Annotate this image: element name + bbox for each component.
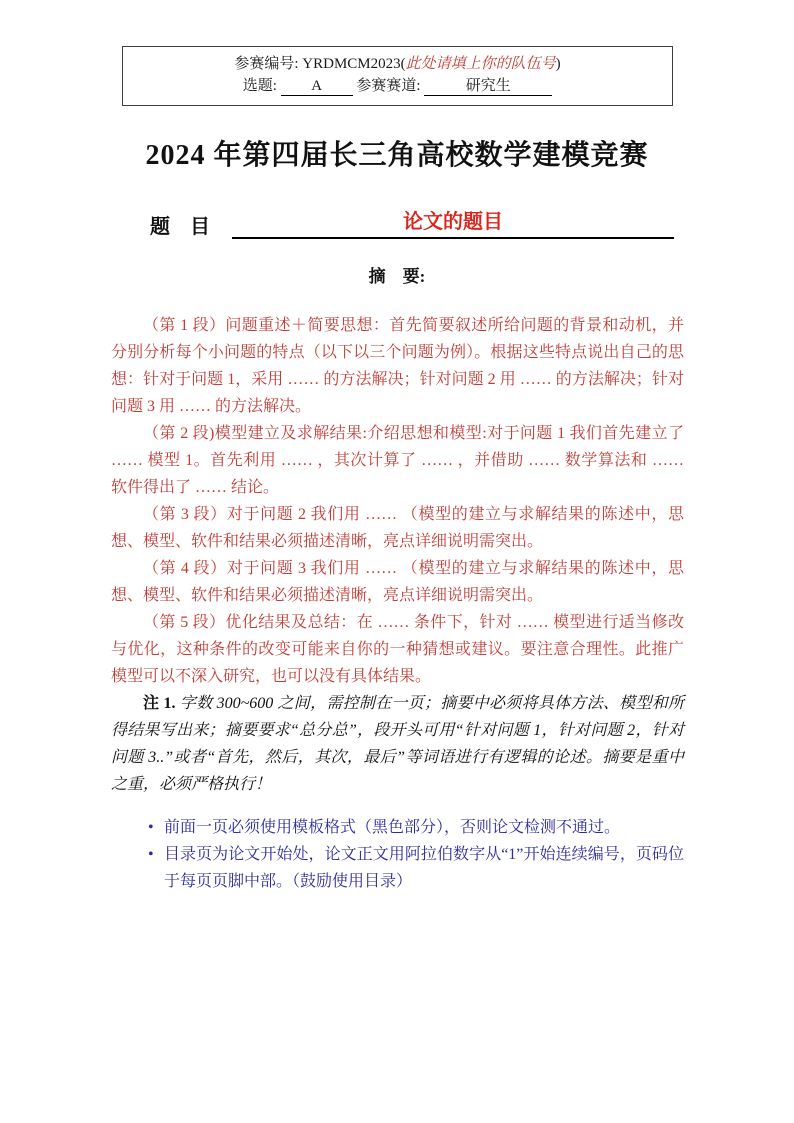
bullet-icon: • <box>148 846 154 863</box>
abstract-paragraph-5: （第 5 段）优化结果及总结：在 …… 条件下，针对 …… 模型进行适当修改与优化，这种条件的改变可能来自你的一种猜想或建议。要注意合理性。此推广模型可以不深入研究，也可以没有具体结果。 <box>111 614 684 685</box>
abstract-paragraph-1: （第 1 段）问题重述＋简要思想：首先简要叙述所给问题的背景和动机，并分别分析每个小问题的特点（以下以三个问题为例）。根据这些特点说出自己的思想：针对于问题 1，采用 …… 的方法解决；针对问题 2 用 …… 的方法解决；针对问题 3 用 …… 的方法解决。 <box>111 317 684 415</box>
bullet-list <box>148 814 684 895</box>
bullet-icon: • <box>148 819 154 836</box>
header-box <box>122 46 673 106</box>
paper-title-label: 题 目 <box>150 216 210 238</box>
topic-select-label: 选题: <box>242 78 277 94</box>
bullet-text-1: 前面一页必须使用模板格式（黑色部分），否则论文检测不通过。 <box>164 819 621 836</box>
abstract-body <box>111 312 684 798</box>
abstract-paragraph-2: （第 2 段)模型建立及求解结果:介绍思想和模型:对于问题 1 我们首先建立了 …… 模型 1。首先利用 …… ，其次计算了 …… ，并借助 …… 数学算法和 …… 软件得出了 …… 结论。 <box>111 425 684 496</box>
list-item <box>148 841 684 895</box>
topic-select-field: A <box>281 77 353 96</box>
track-field: 研究生 <box>424 77 552 96</box>
note-paragraph <box>111 690 684 798</box>
entry-number-line <box>131 53 664 75</box>
entry-number-hint: 此处请填上你的队伍号 <box>405 56 556 72</box>
abstract-paragraph-4: （第 4 段）对于问题 3 我们用 …… （模型的建立与求解结果的陈述中，思想、模型、软件和结果必须描述清晰，亮点详细说明需突出。 <box>111 560 684 604</box>
paper-title-row <box>150 205 674 239</box>
track-label: 参赛赛道: <box>356 78 421 94</box>
abstract-heading: 摘 要: <box>368 267 426 286</box>
topic-track-line <box>131 75 664 97</box>
bullet-text-2: 目录页为论文开始处，论文正文用阿拉伯数字从“1”开始连续编号，页码位于每页页脚中部。（鼓励使用目录） <box>164 846 684 890</box>
list-item <box>148 814 684 841</box>
main-title: 2024 年第四届长三角高校数学建模竞赛 <box>145 140 649 171</box>
paper-title-underline: 论文的题目 <box>232 205 674 239</box>
abstract-paragraph-3: （第 3 段）对于问题 2 我们用 …… （模型的建立与求解结果的陈述中，思想、模型、软件和结果必须描述清晰，亮点详细说明需突出。 <box>111 506 684 550</box>
entry-number-prefix: 参赛编号: YRDMCM2023( <box>234 56 406 72</box>
entry-number-suffix: ) <box>555 56 561 72</box>
note-label: 注 1. <box>143 695 176 712</box>
note-text: 字数 300~600 之间，需控制在一页；摘要中必须将具体方法、模型和所得结果写出来；摘要要求“总分总”，段开头可用“针对问题 1，针对问题 2，针对问题 3..”或者“首先，然后，其次，最后”等词语进行有逻辑的论述。摘要是重中之重，必须严格执行！ <box>111 695 684 793</box>
